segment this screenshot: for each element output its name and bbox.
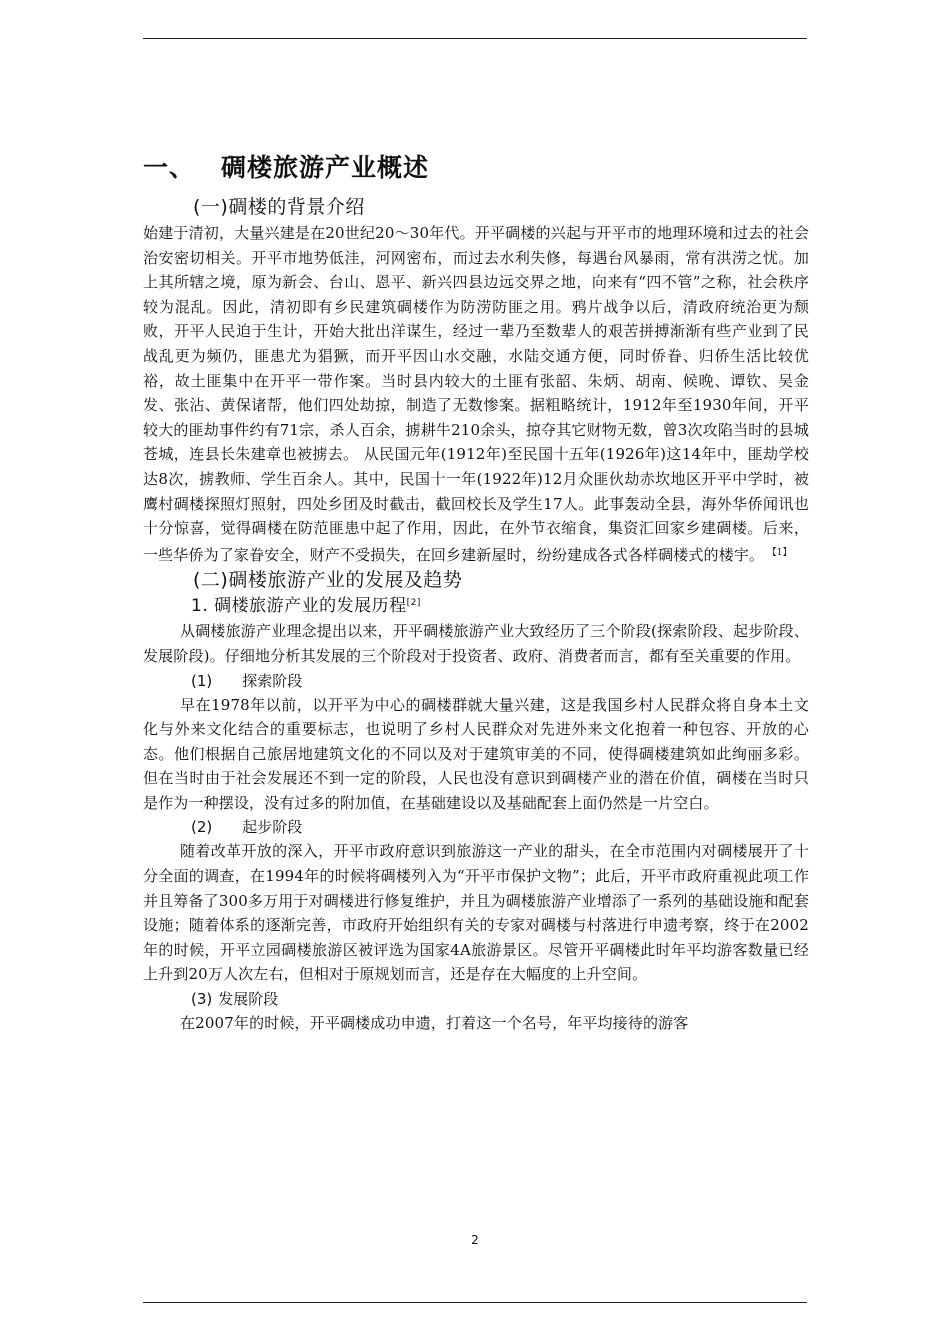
- paragraph-intro: 从碉楼旅游产业理念提出以来，开平碉楼旅游产业大致经历了三个阶段(探索阶段、起步阶段、发展阶段)。仔细地分析其发展的三个阶段对于投资者、政府、消费者而言，都有至关重要的作用。: [143, 622, 809, 665]
- paragraph-start: 随着改革开放的深入，开平市政府意识到旅游这一产业的甜头，在全市范围内对碉楼展开了十分全面的调查，在1994年的时候将碉楼列入为“开平市保护文物”；此后，开平市政府重视此项工作并且筹备了300多万用于对碉楼进行修复维护，并且为碉楼旅游产业增添了一系列的基础设施和配套设施；随着体系的逐渐完善，市政府开始组织有关的专家对碉楼与村落进行申遗考察，终于在2002年的时候，开平立园碉楼旅游区被评选为国家4A旅游景区。尽管开平碉楼此时年平均游客数量已经上升到20万人次左右，但相对于原规划而言，还是存在大幅度的上升空间。: [143, 842, 809, 984]
- stage-heading-develop: (3) 发展阶段: [191, 990, 279, 1009]
- chapter-number: 一、: [143, 153, 196, 182]
- section-heading-development: (二)碉楼旅游产业的发展及趋势: [193, 569, 463, 592]
- footer-rule: [143, 1302, 807, 1303]
- header-rule: [143, 38, 807, 39]
- citation-marker: 【1】: [772, 547, 792, 558]
- document-body: [143, 150, 809, 1036]
- stage-heading-explore: (1) 探索阶段: [191, 671, 303, 690]
- section-heading-background: (一)碉楼的背景介绍: [193, 196, 365, 218]
- page-number: 2: [471, 1233, 479, 1247]
- paragraph-develop: 在2007年的时候，开平碉楼成功申遗，打着这一个名号，年平均接待的游客: [180, 1014, 689, 1033]
- chapter-heading: [143, 150, 809, 186]
- subsection-heading-history: 1. 碉楼旅游产业的发展历程[2]: [191, 596, 421, 617]
- paragraph-background: 始建于清初，大量兴建是在20世纪20～30年代。开平碉楼的兴起与开平市的地理环境和过去的社会治安密切相关。开平市地势低洼，河网密布，而过去水利失修，每遇台风暴雨，常有洪涝之忧。加上其所辖之境，原为新会、台山、恩平、新兴四县边远交界之地，向来有“四不管”之称，社会秩序较为混乱。因此，清初即有乡民建筑碉楼作为防涝防匪之用。鸦片战争以后，清政府统治更为颓败，开平人民迫于生计，开始大批出洋谋生，经过一辈乃至数辈人的艰苦拼搏渐渐有些产业到了民战乱更为频仍，匪患尤为猖獗，而开平因山水交融，水陆交通方便，同时侨眷、归侨生活比较优裕，故土匪集中在开平一带作案。当时县内较大的土匪有张韶、朱炳、胡南、候晚、谭钦、吴金发、张沾、黄保诸帮，他们四处劫掠，制造了无数惨案。据粗略统计，1912年至1930年间，开平较大的匪劫事件约有71宗，杀人百余，掳耕牛210余头，掠夺其它财物无数，曾3次攻陷当时的县城苍城，连县长朱建章也被掳去。 从民国元年(1912年)至民国十五年(1926年)这14年中，匪劫学校达8次，掳教师、学生百余人。其中，民国十一年(1922年)12月众匪伙劫赤坎地区开平中学时，被鹰村碉楼探照灯照射，四处乡团及时截击，截回校长及学生17人。此事轰动全县，海外华侨闻讯也十分惊喜，觉得碉楼在防范匪患中起了作用，因此，在外节衣缩食，集资汇回家乡建碉楼。后来，一些华侨为了家眷安全，财产不受损失，在回乡建新屋时，纷纷建成各式各样碉楼式的楼宇。 $^{【1】}$: [143, 224, 809, 564]
- chapter-title: 碉楼旅游产业概述: [221, 153, 430, 182]
- citation-superscript: [2]: [406, 598, 421, 609]
- stage-heading-start: (2) 起步阶段: [191, 818, 303, 837]
- paragraph-explore: 早在1978年以前，以开平为中心的碉楼群就大量兴建，这是我国乡村人民群众将自身本土文化与外来文化结合的重要标志，也说明了乡村人民群众对先进外来文化抱着一种包容、开放的心态。他们根据自己旅居地建筑文化的不同以及对于建筑审美的不同，使得碉楼建筑如此绚丽多彩。但在当时由于社会发展还不到一定的阶段，人民也没有意识到碉楼产业的潜在价值，碉楼在当时只是作为一种摆设，没有过多的附加值，在基础建设以及基础配套上面仍然是一片空白。: [143, 695, 809, 812]
